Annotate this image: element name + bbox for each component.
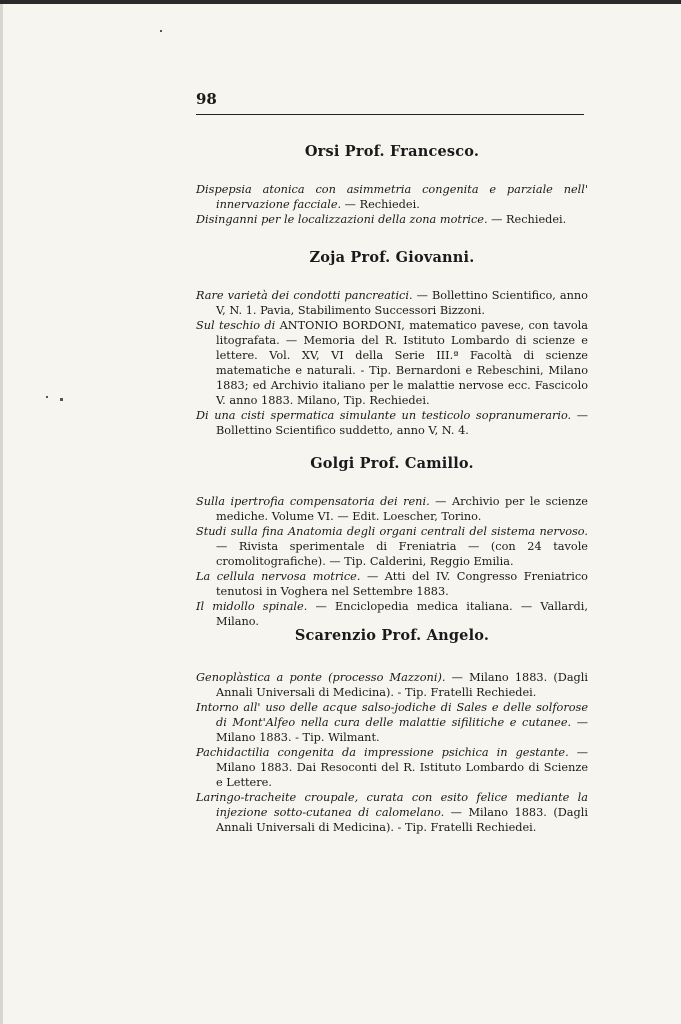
top-border — [0, 0, 681, 4]
entry-details: — Bollettino Scientifico suddetto, anno V, N. 4. — [216, 409, 588, 437]
bibliography-entry — [196, 745, 588, 790]
bibliography-entry — [196, 670, 588, 700]
header-rule — [196, 114, 584, 115]
bibliography-entry — [196, 524, 588, 569]
entry-details: — Rechiedei. — [487, 213, 567, 226]
entry-details: — Archivio per le scienze mediche. Volume VI. — Edit. Loescher, Torino. — [216, 495, 588, 523]
bibliography-entry — [196, 288, 588, 318]
entry-details: — Rivista sperimentale di Freniatria — (con 24 tavole cromolitografiche). — Tip. Calderini, Reggio Emilia. — [216, 540, 588, 568]
speck-mark — [160, 30, 162, 32]
section-zoja — [196, 249, 588, 438]
bibliography-entry — [196, 318, 588, 408]
speck-mark — [46, 396, 48, 398]
entry-title: Studi sulla fina Anatomia degli organi centrali del sistema nervoso. — [196, 525, 588, 538]
bibliography-entry — [196, 700, 588, 745]
entry-title: Sul teschio di — [196, 319, 276, 332]
section-title: Zoja Prof. Giovanni. — [309, 249, 475, 266]
bibliography-entry — [196, 599, 588, 629]
entry-title: Rare varietà dei condotti pancreatici. — [196, 289, 413, 302]
entry-title: Pachidactilia congenita da impressione psichica in gestante. — [196, 746, 569, 759]
entry-details: — Milano 1883. (Dagli Annali Universali di Medicina). - Tip. Fratelli Rechiedei. — [216, 806, 588, 834]
entry-title: Di una cisti spermatica simulante un testicolo sopranumerario. — [196, 409, 572, 422]
section-scarenzio — [196, 627, 588, 835]
entry-title: La cellula nervosa motrice. — [196, 570, 361, 583]
entry-title: Disinganni per le localizzazioni della zona motrice. — [196, 213, 488, 226]
entry-title: Laringo-tracheite croupale, curata con esito felice mediante la injezione sotto-cutanea di calomelano. — [196, 791, 588, 819]
section-orsi — [196, 143, 588, 227]
entry-title: Dispepsia atonica con asimmetria congenita e parziale nell' innervazione facciale. — [196, 183, 588, 211]
entry-details: — Bollettino Scientifico, anno V, N. 1. Pavia, Stabilimento Successori Bizzoni. — [216, 289, 588, 317]
section-title: Golgi Prof. Camillo. — [310, 455, 474, 472]
section-title: Scarenzio Prof. Angelo. — [294, 627, 490, 644]
section-golgi — [196, 455, 588, 629]
entry-title: Genoplàstica a ponte (processo Mazzoni). — [196, 671, 446, 684]
entry-details: — Atti del IV. Congresso Freniatrico tenutosi in Voghera nel Settembre 1883. — [216, 570, 588, 598]
entry-details: — Rechiedei. — [341, 198, 420, 211]
bibliography-entry — [196, 408, 588, 438]
entry-title: Il midollo spinale. — [196, 600, 308, 613]
entry-details: — Enciclopedia medica italiana. — Vallardi, Milano. — [216, 600, 588, 628]
speck-mark — [60, 398, 63, 401]
entry-title: Sulla ipertrofia compensatoria dei reni. — [196, 495, 430, 508]
left-page-edge — [0, 4, 3, 1024]
entry-details: ANTONIO BORDONI, matematico pavese, con tavola litografata. — Memoria del R. Istituto Lombardo di scienze e lettere. Vol. XV, VI della Serie III.ª Facoltà di scienze matematiche e naturali. - Tip. Bernardoni e Rebeschini, Milano 1883; ed Archivio italiano per le malattie nervose ecc. Fascicolo V. anno 1883. Milano, Tip. Rechiedei. — [216, 319, 589, 407]
bibliography-entry — [196, 182, 588, 212]
entry-details: — Milano 1883. - Tip. Wilmant. — [216, 716, 588, 744]
bibliography-entry — [196, 569, 588, 599]
entry-details: — Milano 1883. (Dagli Annali Universali di Medicina). - Tip. Fratelli Rechiedei. — [216, 671, 589, 699]
bibliography-entry — [196, 212, 588, 227]
entry-details: — Milano 1883. Dai Resoconti del R. Istituto Lombardo di Scienze e Lettere. — [216, 746, 588, 789]
bibliography-entry — [196, 790, 588, 835]
section-title: Orsi Prof. Francesco. — [304, 143, 480, 160]
bibliography-entry — [196, 494, 588, 524]
page-number: 98 — [196, 90, 217, 108]
entry-title: Intorno all' uso delle acque salso-jodiche di Sales e delle solforose di Mont'Alfeo nella cura delle malattie sifilitiche e cutanee. — [196, 701, 588, 729]
